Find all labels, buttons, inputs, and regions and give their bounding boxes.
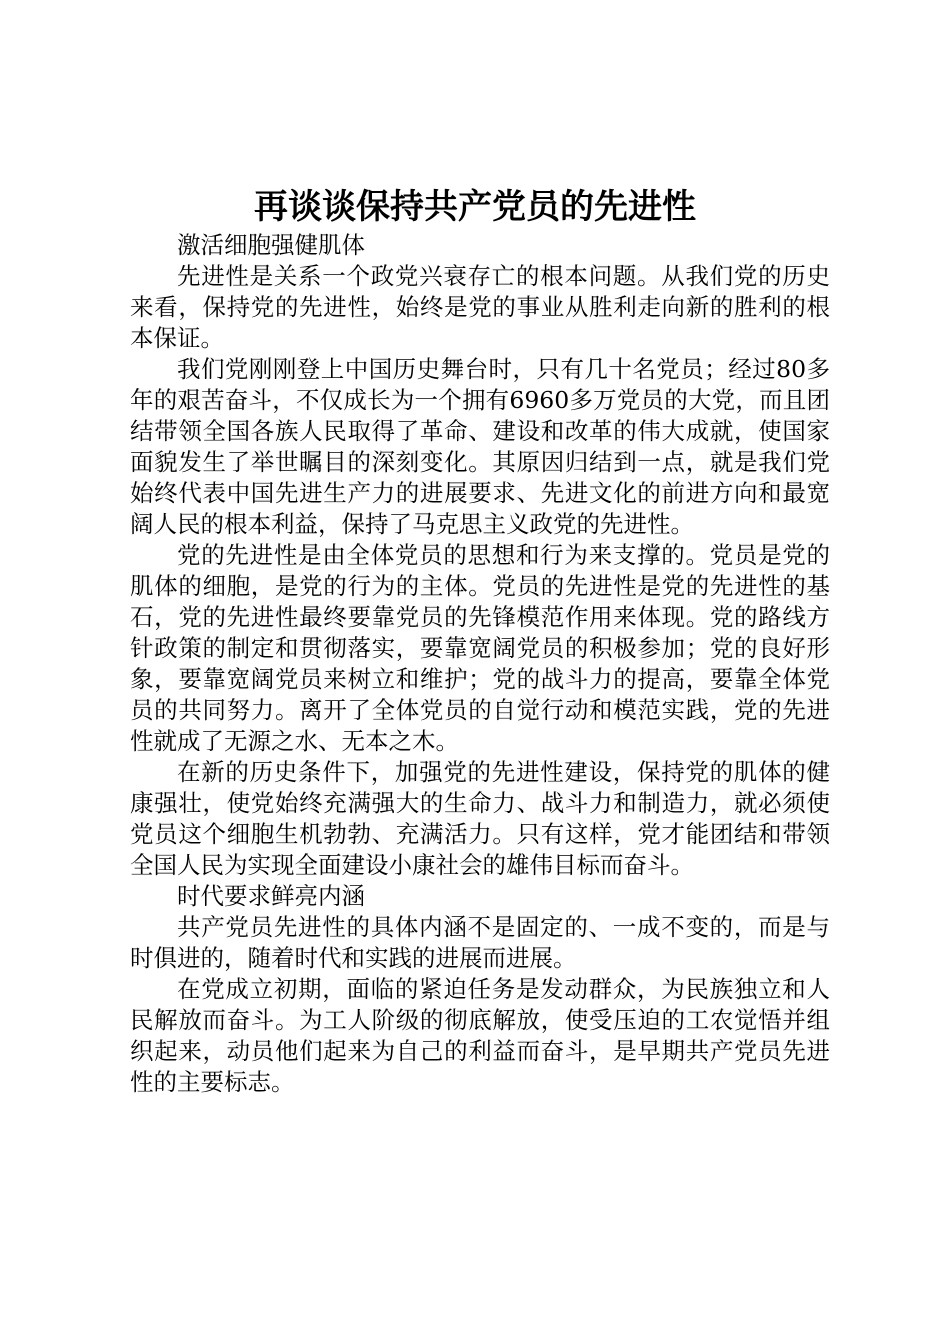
paragraph: 在党成立初期，面临的紧迫任务是发动群众，为民族独立和人民解放而奋斗。为工人阶级的彻底解放，使受压迫的工农觉悟并组织起来，动员他们起来为自己的利益而奋斗，是早期共产党员先进性的主要标志。: [130, 975, 830, 1096]
section-heading: 时代要求鲜亮内涵: [177, 882, 365, 910]
paragraph: 先进性是关系一个政党兴衰存亡的根本问题。从我们党的历史来看，保持党的先进性，始终是党的事业从胜利走向新的胜利的根本保证。: [130, 262, 830, 352]
section-heading: 激活细胞强健肌体: [177, 231, 365, 259]
paragraph: 共产党员先进性的具体内涵不是固定的、一成不变的，而是与时俱进的，随着时代和实践的进展而进展。: [130, 913, 830, 972]
paragraph: 我们党刚刚登上中国历史舞台时，只有几十名党员；经过80多年的艰苦奋斗，不仅成长为一个拥有6960多万党员的大党，而且团结带领全国各族人民取得了革命、建设和改革的伟大成就，使国家面貌发生了举世瞩目的深刻变化。其原因归结到一点，就是我们党始终代表中国先进生产力的进展要求、先进文化的前进方向和最宽阔人民的根本利益，保持了马克思主义政党的先进性。: [130, 355, 830, 538]
paragraph: 在新的历史条件下，加强党的先进性建设，保持党的肌体的健康强壮，使党始终充满强大的生命力、战斗力和制造力，就必须使党员这个细胞生机勃勃、充满活力。只有这样，党才能团结和带领全国人民为实现全面建设小康社会的雄伟目标而奋斗。: [130, 758, 830, 879]
document-body: [130, 230, 830, 1098]
paragraph: 党的先进性是由全体党员的思想和行为来支撑的。党员是党的肌体的细胞，是党的行为的主体。党员的先进性是党的先进性的基石，党的先进性最终要靠党员的先锋模范作用来体现。党的路线方针政策的制定和贯彻落实，要靠宽阔党员的积极参加；党的良好形象，要靠宽阔党员来树立和维护；党的战斗力的提高，要靠全体党员的共同努力。离开了全体党员的自觉行动和模范实践，党的先进性就成了无源之水、无本之木。: [130, 541, 830, 755]
document-title: 再谈谈保持共产党员的先进性: [254, 187, 696, 227]
